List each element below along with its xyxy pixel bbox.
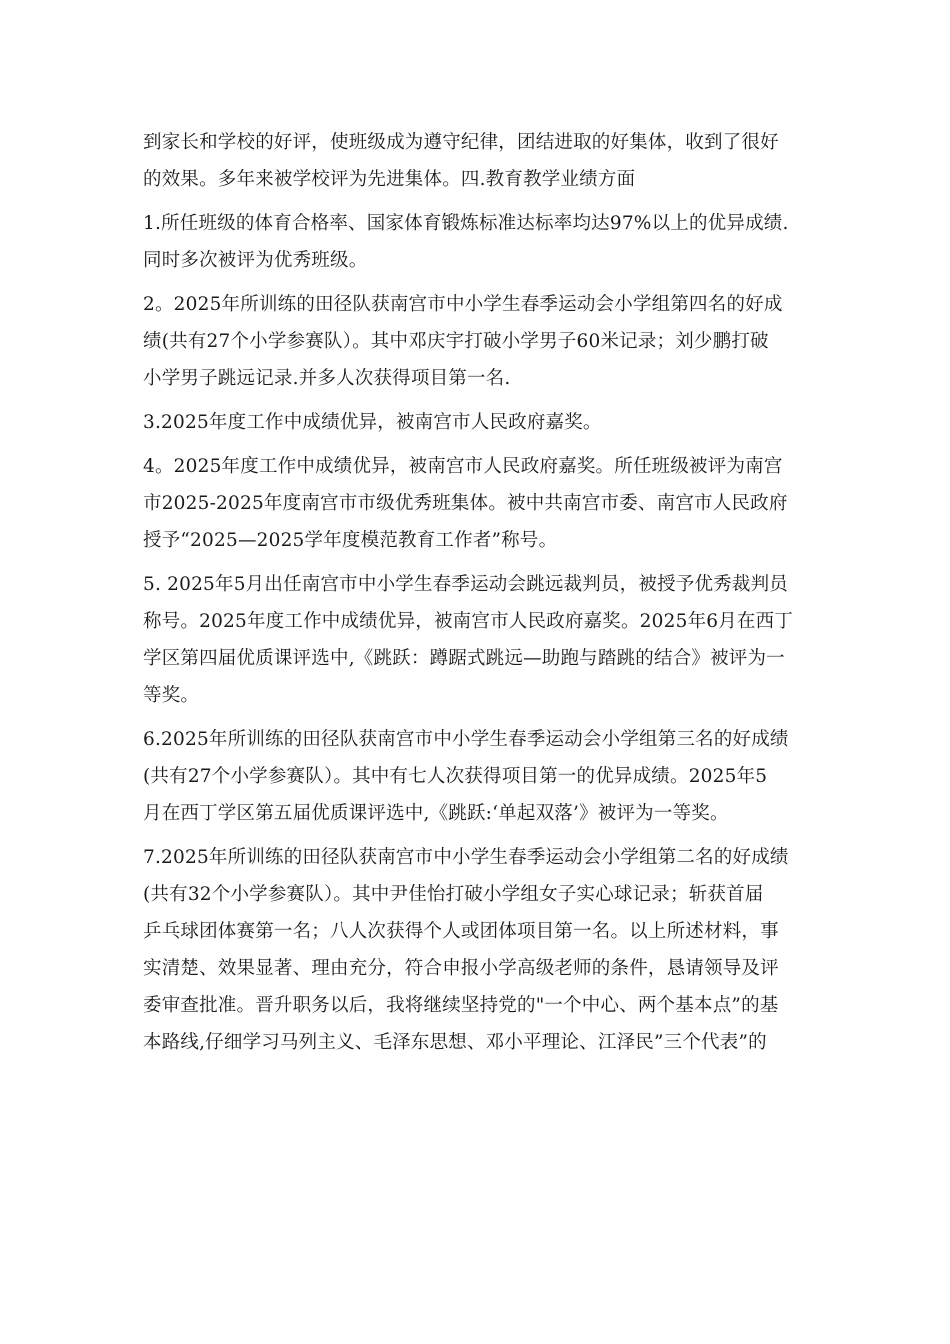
text-line: 1.所任班级的体育合格率、国家体育锻炼标准达标率均达97%以上的优异成绩. [143,213,789,234]
text-line: 小学男子跳远记录.并多人次获得项目第一名. [143,368,511,389]
text-line: 月在西丁学区第五届优质课评选中,《跳跃:‘单起双落’》被评为一等奖。 [143,803,729,824]
text-line: 的效果。多年来被学校评为先进集体。四.教育教学业绩方面 [143,169,636,190]
document-page [143,124,813,1068]
text-line: 称号。2025年度工作中成绩优异，被南宫市人民政府嘉奖。2025年6月在西丁 [143,611,794,632]
paragraph-item-7 [143,839,813,1061]
text-line: (共有27个小学参赛队）。其中有七人次获得项目第一的优异成绩。2025年5 [143,766,768,787]
paragraph-item-4 [143,448,813,559]
text-line: 等奖。 [143,685,200,706]
text-line: 委审查批准。晋升职务以后，我将继续坚持党的"一个中心、两个基本点”的基 [143,995,779,1016]
text-line: 市2025-2025年度南宫市市级优秀班集体。被中共南宫市委、南宫市人民政府 [143,493,788,514]
text-line: 绩(共有27个小学参赛队）。其中邓庆宇打破小学男子60米记录；刘少鹏打破 [143,331,769,352]
text-line: 3.2025年度工作中成绩优异，被南宫市人民政府嘉奖。 [143,412,602,433]
text-line: 到家长和学校的好评，使班级成为遵守纪律，团结进取的好集体，收到了很好 [143,132,779,153]
paragraph-intro [143,124,813,198]
text-line: 5. 2025年5月出任南宫市中小学生春季运动会跳远裁判员，被授予优秀裁判员 [143,574,788,595]
text-line: 乒乓球团体赛第一名；八人次获得个人或团体项目第一名。以上所述材料，事 [143,921,779,942]
text-line: 2。2025年所训练的田径队获南宫市中小学生春季运动会小学组第四名的好成 [143,294,783,315]
text-line: 授予“2025—2025学年度模范教育工作者”称号。 [143,530,558,551]
text-line: (共有32个小学参赛队）。其中尹佳怡打破小学组女子实心球记录；斩获首届 [143,884,764,905]
text-line: 4。2025年度工作中成绩优异，被南宫市人民政府嘉奖。所任班级被评为南宫 [143,456,783,477]
paragraph-item-3 [143,404,813,441]
text-line: 学区第四届优质课评选中,《跳跃：蹲踞式跳远—助跑与踏跳的结合》被评为一 [143,648,785,669]
text-line: 本路线,仔细学习马列主义、毛泽东思想、邓小平理论、江泽民”三个代表”的 [143,1032,767,1053]
text-line: 同时多次被评为优秀班级。 [143,250,368,271]
paragraph-item-6 [143,721,813,832]
text-line: 6.2025年所训练的田径队获南宫市中小学生春季运动会小学组第三名的好成绩 [143,729,789,750]
paragraph-item-5 [143,566,813,714]
paragraph-item-1 [143,205,813,279]
paragraph-item-2 [143,286,813,397]
text-line: 实清楚、效果显著、理由充分，符合申报小学高级老师的条件，恳请领导及评 [143,958,779,979]
text-line: 7.2025年所训练的田径队获南宫市中小学生春季运动会小学组第二名的好成绩 [143,847,789,868]
